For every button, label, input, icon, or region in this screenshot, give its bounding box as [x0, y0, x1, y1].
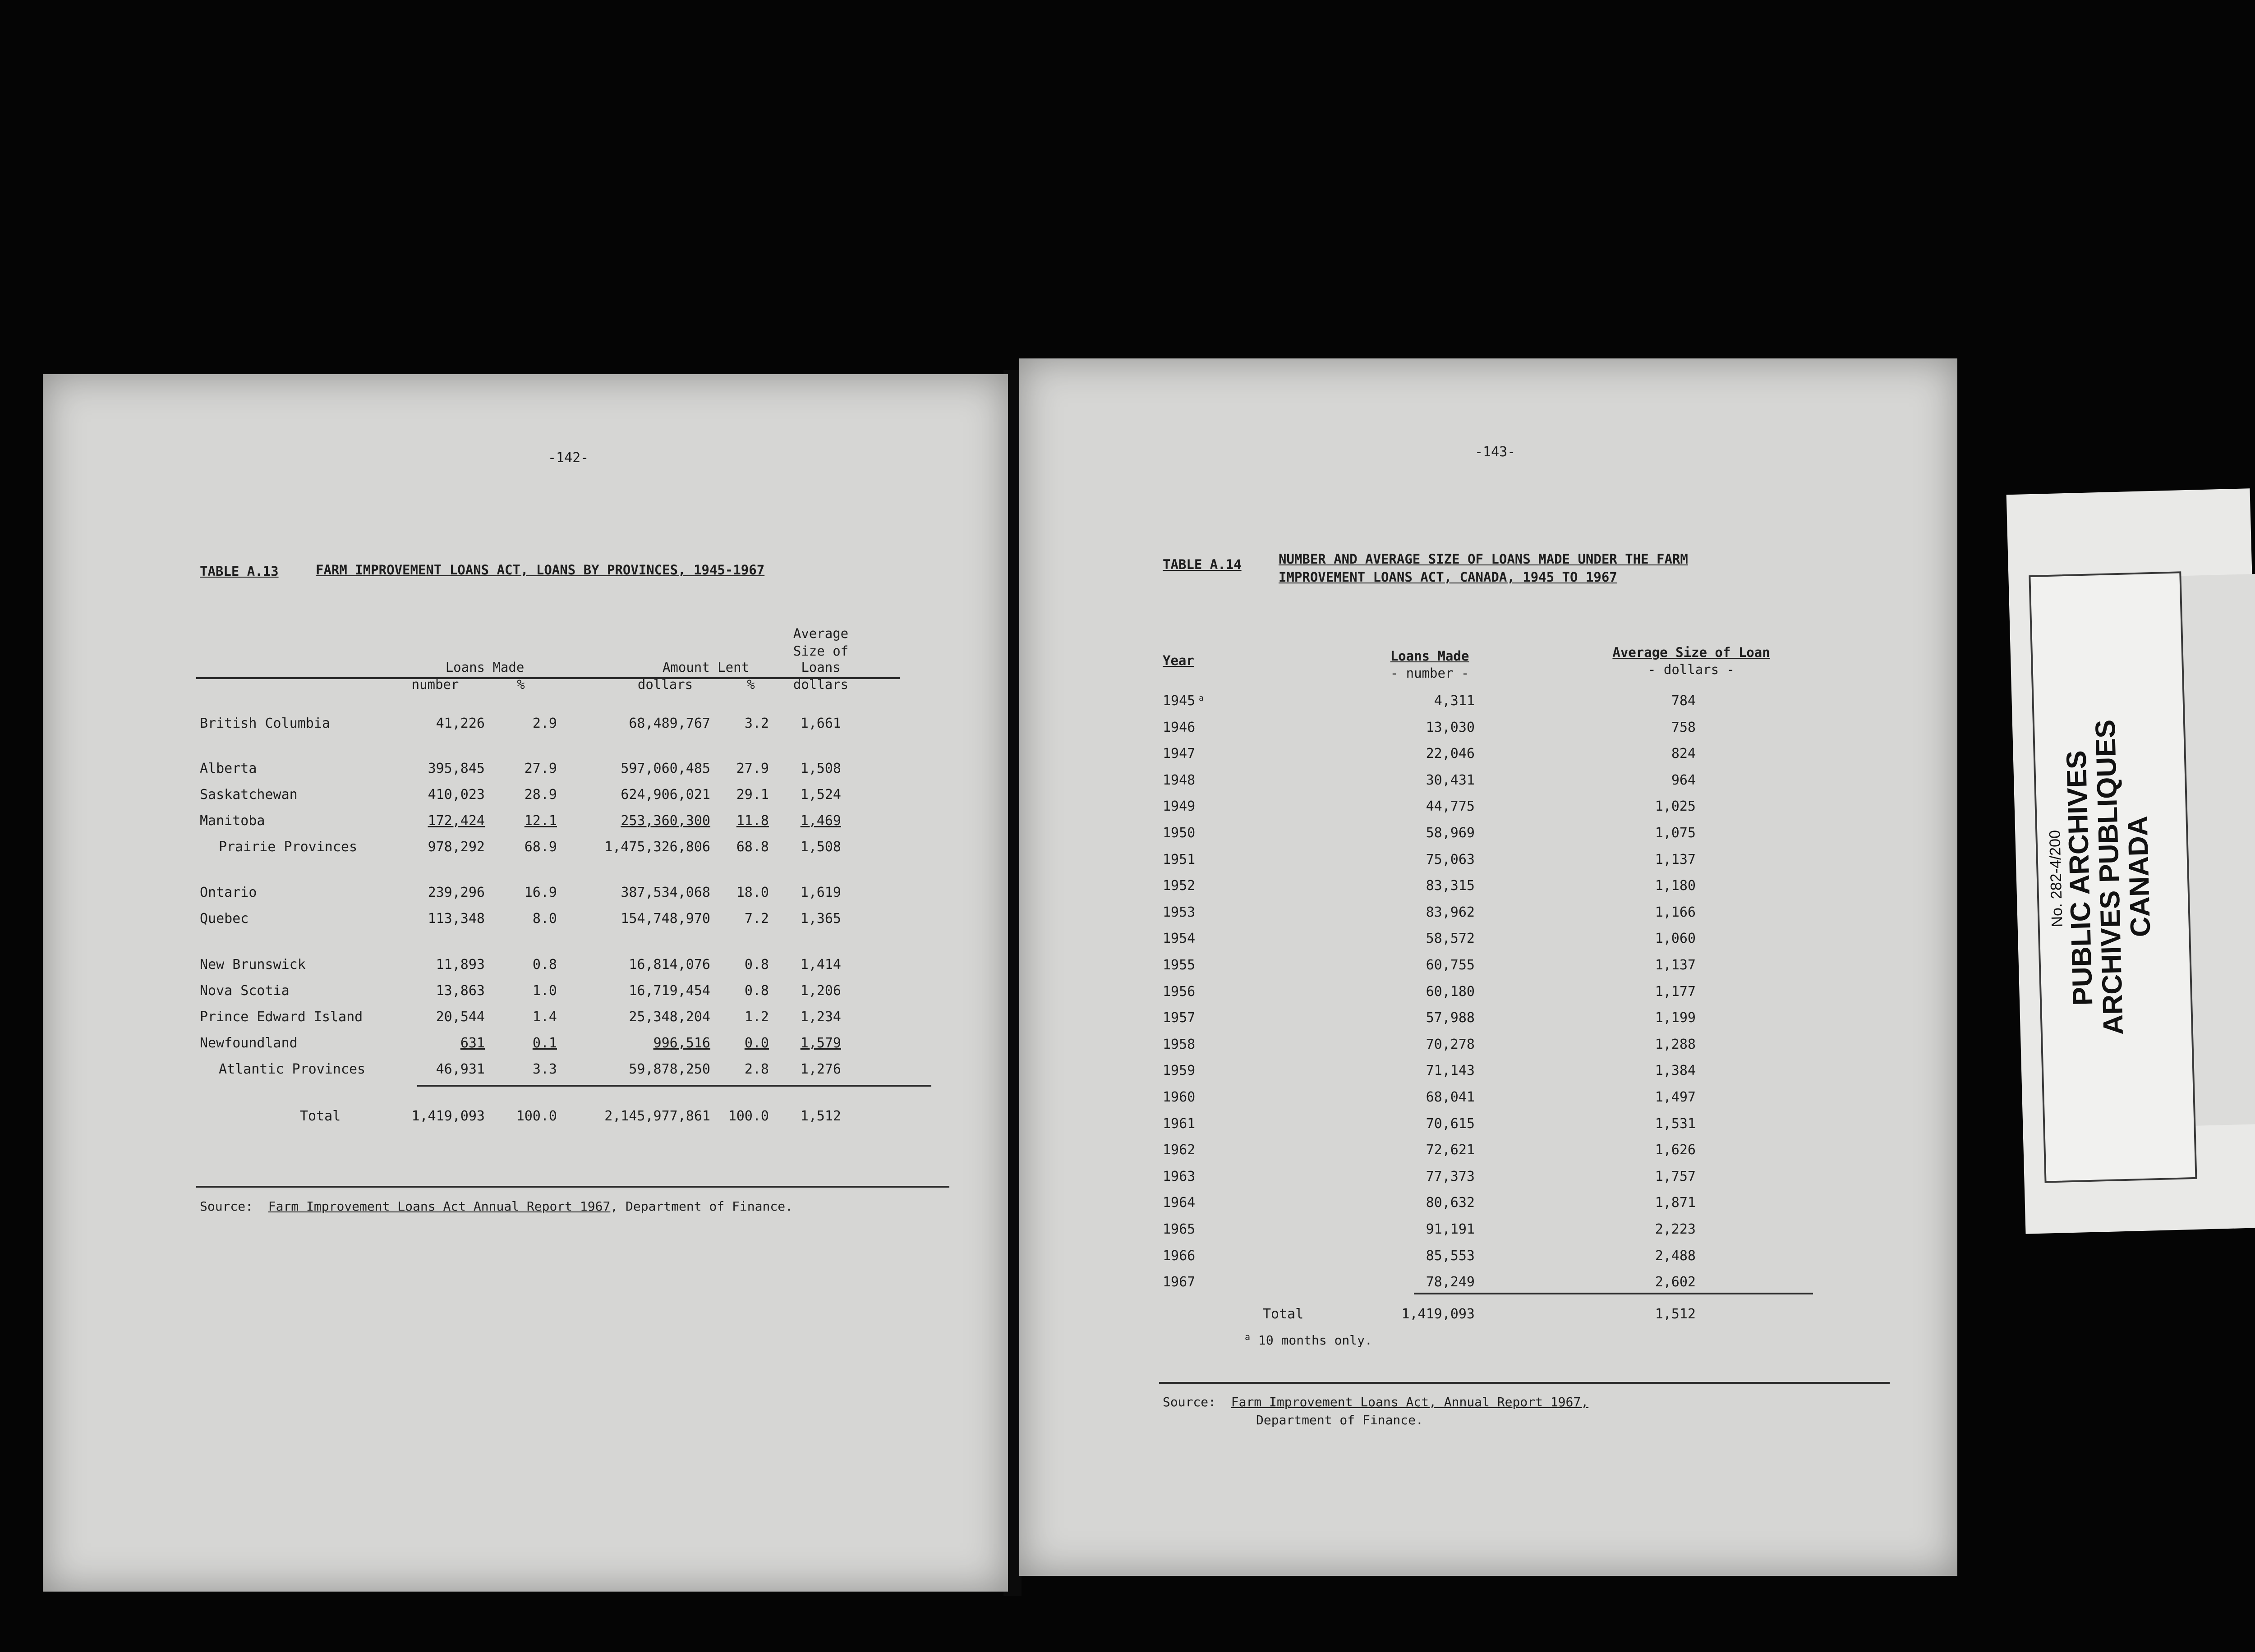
cell-pct2: 11.8 [736, 813, 769, 829]
table-row [43, 1008, 1008, 1026]
archive-line1: PUBLIC ARCHIVES [2061, 750, 2099, 1006]
table-row [43, 910, 1008, 928]
table-row [1019, 692, 1957, 710]
left-page [43, 374, 1008, 1592]
table-label: TABLE A.14 [1163, 557, 1242, 572]
cell-avg: 1,579 [800, 1035, 841, 1051]
table-row-total [43, 1107, 1008, 1125]
footnote-mark: a [1245, 1331, 1251, 1342]
cell-pct: 27.9 [524, 761, 557, 776]
cell-pct: 1.4 [532, 1009, 557, 1025]
cell-avg: 1,234 [800, 1009, 841, 1025]
cell-year: 1964 [1163, 1195, 1196, 1211]
cell-pct: 2.9 [532, 716, 557, 731]
cell-loans: 68,041 [1426, 1089, 1475, 1105]
cell-loans: 13,030 [1426, 719, 1475, 735]
cell-avg: 1,512 [1655, 1306, 1696, 1322]
table-row [1019, 983, 1957, 1001]
cell-pct: 16.9 [524, 885, 557, 900]
cell-number: 46,931 [436, 1061, 485, 1077]
cell-avg: 1,497 [1655, 1089, 1696, 1105]
cell-year: 1947 [1163, 746, 1196, 762]
cell-avg: 1,524 [800, 787, 841, 803]
cell-pct: 0.8 [532, 957, 557, 973]
cell-year: 1945 [1163, 693, 1196, 709]
cell-loans: 1,419,093 [1401, 1306, 1475, 1322]
cell-avg: 1,177 [1655, 983, 1696, 1000]
total-rule [1414, 1293, 1813, 1294]
archive-card-label [2029, 571, 2197, 1183]
header-year: Year [1163, 653, 1194, 668]
table-row [1019, 745, 1957, 763]
cell-year: 1966 [1163, 1248, 1196, 1264]
cell-year: 1960 [1163, 1089, 1196, 1105]
header-average-2: Size of [793, 643, 849, 659]
cell-pct2: 100.0 [728, 1108, 769, 1124]
table-row [1019, 877, 1957, 895]
cell-avg: 1,414 [800, 957, 841, 973]
cell-number: 395,845 [428, 761, 485, 776]
cell-avg: 1,180 [1655, 878, 1696, 894]
cell-loans: 30,431 [1426, 772, 1475, 788]
cell-avg: 1,288 [1655, 1036, 1696, 1052]
cell-dollars: 1,475,326,806 [604, 839, 710, 855]
cell-loans: 22,046 [1426, 746, 1475, 762]
cell-avg: 1,276 [800, 1061, 841, 1077]
cell-number: 11,893 [436, 957, 485, 973]
table-title-line2: IMPROVEMENT LOANS ACT, CANADA, 1945 TO 1967 [1279, 569, 1617, 585]
header-pct: % [517, 677, 525, 692]
archive-card [2006, 488, 2255, 1234]
archive-line3: CANADA [2122, 815, 2157, 938]
cell-avg: 1,137 [1655, 851, 1696, 867]
header-number: - number - [1390, 665, 1469, 681]
archive-number: No. 282-4/200 [2046, 830, 2066, 927]
cell-year: 1948 [1163, 772, 1196, 788]
table-row [1019, 1009, 1957, 1027]
table-row [1019, 824, 1957, 842]
row-label: Ontario [200, 885, 257, 900]
table-row [1019, 1036, 1957, 1054]
cell-year: 1958 [1163, 1036, 1196, 1052]
cell-year: 1953 [1163, 904, 1196, 920]
cell-pct2: 68.8 [736, 839, 769, 855]
table-row [1019, 1247, 1957, 1265]
table-row [1019, 1115, 1957, 1133]
cell-avg: 1,626 [1655, 1142, 1696, 1158]
cell-avg: 2,223 [1655, 1221, 1696, 1237]
cell-loans: 83,962 [1426, 904, 1475, 920]
cell-pct2: 1.2 [744, 1009, 769, 1025]
cell-number: 1,419,093 [411, 1108, 485, 1124]
table-row [1019, 798, 1957, 816]
row-label: Manitoba [200, 813, 265, 829]
cell-pct2: 0.8 [744, 957, 769, 973]
cell-number: 172,424 [428, 813, 485, 829]
table-row-total [1019, 1305, 1957, 1323]
cell-pct2: 29.1 [736, 787, 769, 803]
table-title: FARM IMPROVEMENT LOANS ACT, LOANS BY PROVINCES, 1945-1967 [316, 562, 765, 578]
cell-avg: 1,075 [1655, 825, 1696, 841]
archive-stamp [2040, 605, 2208, 1149]
table-row [43, 1034, 1008, 1052]
cell-dollars: 59,878,250 [629, 1061, 710, 1077]
table-title-line1: NUMBER AND AVERAGE SIZE OF LOANS MADE UNDER THE FARM [1279, 551, 1688, 567]
source-label: Source: [200, 1199, 253, 1214]
cell-dollars: 154,748,970 [621, 911, 710, 927]
page-number: -143- [1475, 444, 1516, 460]
cell-avg: 1,365 [800, 911, 841, 927]
footnote [1019, 1331, 1957, 1349]
header-dollars: dollars [637, 677, 693, 692]
table-row [43, 760, 1008, 778]
cell-loans: 70,278 [1426, 1036, 1475, 1052]
header-dollars: - dollars - [1648, 662, 1735, 677]
cell-number: 410,023 [428, 787, 485, 803]
cell-loans: 77,373 [1426, 1168, 1475, 1184]
cell-avg: 1,619 [800, 885, 841, 900]
cell-avg: 1,166 [1655, 904, 1696, 920]
cell-number: 631 [460, 1035, 485, 1051]
cell-avg: 1,871 [1655, 1195, 1696, 1211]
row-label: Alberta [200, 761, 257, 776]
cell-loans: 71,143 [1426, 1063, 1475, 1079]
cell-loans: 44,775 [1426, 798, 1475, 815]
table-row [1019, 1221, 1957, 1239]
cell-avg: 1,137 [1655, 957, 1696, 973]
cell-dollars: 996,516 [653, 1035, 710, 1051]
cell-avg: 784 [1671, 693, 1696, 709]
table-row [43, 982, 1008, 1000]
cell-number: 41,226 [436, 716, 485, 731]
archive-line2: ARCHIVES PUBLIQUES [2089, 719, 2130, 1036]
table-row [1019, 1088, 1957, 1106]
cell-loans: 58,572 [1426, 931, 1475, 947]
cell-avg: 1,060 [1655, 931, 1696, 947]
cell-dollars: 2,145,977,861 [604, 1108, 710, 1124]
cell-avg: 1,512 [800, 1108, 841, 1124]
table-row [43, 884, 1008, 902]
cell-pct2: 27.9 [736, 761, 769, 776]
cell-dollars: 68,489,767 [629, 716, 710, 731]
row-label: Total [300, 1108, 341, 1124]
cell-year: 1965 [1163, 1221, 1196, 1237]
table-row [1019, 930, 1957, 948]
cell-pct: 100.0 [516, 1108, 557, 1124]
cell-loans: 4,311 [1434, 693, 1475, 709]
header-average-3: Loans [801, 660, 841, 675]
cell-avg: 1,508 [800, 839, 841, 855]
cell-avg: 824 [1671, 746, 1696, 762]
table-row [1019, 1194, 1957, 1212]
cell-year: 1959 [1163, 1063, 1196, 1079]
cell-avg: 1,661 [800, 716, 841, 731]
table-row [1019, 1141, 1957, 1159]
cell-number: 13,863 [436, 983, 485, 999]
table-row-subtotal [43, 838, 1008, 856]
table-row [1019, 956, 1957, 974]
header-amount-lent: Amount Lent [662, 660, 750, 675]
cell-loans: 80,632 [1426, 1195, 1475, 1211]
source-rule [196, 1186, 949, 1188]
cell-loans: 83,315 [1426, 878, 1475, 894]
cell-year: 1949 [1163, 798, 1196, 815]
header-dollars2: dollars [793, 677, 849, 692]
row-label: Total [1263, 1306, 1304, 1322]
cell-number: 978,292 [428, 839, 485, 855]
cell-number: 113,348 [428, 911, 485, 927]
cell-pct: 0.1 [532, 1035, 557, 1051]
cell-year: 1952 [1163, 878, 1196, 894]
cell-dollars: 387,534,068 [621, 885, 710, 900]
cell-loans: 78,249 [1426, 1274, 1475, 1290]
source-rest: , Department of Finance. [610, 1199, 793, 1214]
cell-avg: 1,469 [800, 813, 841, 829]
header-average-1: Average [793, 626, 849, 641]
cell-pct: 1.0 [532, 983, 557, 999]
source-title: Farm Improvement Loans Act, Annual Report 1967, [1231, 1395, 1589, 1409]
cell-pct2: 7.2 [744, 911, 769, 927]
row-label: New Brunswick [200, 957, 306, 973]
table-label: TABLE A.13 [200, 564, 279, 579]
cell-dollars: 624,906,021 [621, 787, 710, 803]
row-label: Nova Scotia [200, 983, 290, 999]
row-label: Atlantic Provinces [219, 1061, 366, 1077]
cell-number: 20,544 [436, 1009, 485, 1025]
cell-pct2: 18.0 [736, 885, 769, 900]
cell-year: 1967 [1163, 1274, 1196, 1290]
cell-loans: 75,063 [1426, 851, 1475, 867]
row-label: Saskatchewan [200, 787, 298, 803]
table-row [1019, 851, 1957, 869]
cell-pct: 12.1 [524, 813, 557, 829]
table-row [43, 956, 1008, 974]
table-row [1019, 1168, 1957, 1186]
cell-year: 1956 [1163, 983, 1196, 1000]
cell-year: 1951 [1163, 851, 1196, 867]
cell-loans: 72,621 [1426, 1142, 1475, 1158]
source-note [1163, 1393, 1588, 1411]
cell-dollars: 25,348,204 [629, 1009, 710, 1025]
source-note [200, 1198, 793, 1216]
cell-pct2: 0.0 [744, 1035, 769, 1051]
cell-loans: 91,191 [1426, 1221, 1475, 1237]
cell-pct: 8.0 [532, 911, 557, 927]
cell-year: 1962 [1163, 1142, 1196, 1158]
row-label: Prince Edward Island [200, 1009, 363, 1025]
cell-avg: 1,531 [1655, 1115, 1696, 1132]
cell-dollars: 597,060,485 [621, 761, 710, 776]
cell-avg: 758 [1671, 719, 1696, 735]
footnote-mark: a [1199, 693, 1204, 703]
cell-year: 1961 [1163, 1115, 1196, 1132]
cell-year: 1955 [1163, 957, 1196, 973]
footnote-text: 10 months only. [1258, 1333, 1372, 1348]
cell-dollars: 253,360,300 [621, 813, 710, 829]
page-number: -142- [548, 450, 589, 466]
row-label: Quebec [200, 911, 249, 927]
cell-loans: 60,180 [1426, 983, 1475, 1000]
table-row [1019, 1062, 1957, 1080]
total-rule [417, 1085, 931, 1087]
cell-year: 1954 [1163, 931, 1196, 947]
cell-avg: 1,206 [800, 983, 841, 999]
cell-avg: 1,757 [1655, 1168, 1696, 1184]
cell-pct: 68.9 [524, 839, 557, 855]
cell-loans: 57,988 [1426, 1010, 1475, 1026]
cell-avg: 2,602 [1655, 1274, 1696, 1290]
cell-loans: 60,755 [1426, 957, 1475, 973]
cell-dollars: 16,814,076 [629, 957, 710, 973]
cell-pct: 3.3 [532, 1061, 557, 1077]
table-row [43, 715, 1008, 733]
table-row [1019, 1273, 1957, 1291]
header-pct2: % [747, 677, 755, 692]
source-line2: Department of Finance. [1256, 1413, 1423, 1427]
cell-loans: 58,969 [1426, 825, 1475, 841]
table-row [1019, 719, 1957, 737]
cell-avg: 1,384 [1655, 1063, 1696, 1079]
cell-pct2: 3.2 [744, 716, 769, 731]
cell-pct2: 0.8 [744, 983, 769, 999]
cell-year: 1963 [1163, 1168, 1196, 1184]
cell-year: 1946 [1163, 719, 1196, 735]
source-title: Farm Improvement Loans Act Annual Report 1967 [268, 1199, 611, 1214]
row-label: Prairie Provinces [219, 839, 358, 855]
cell-avg: 1,199 [1655, 1010, 1696, 1026]
cell-pct: 28.9 [524, 787, 557, 803]
cell-loans: 85,553 [1426, 1248, 1475, 1264]
cell-avg: 1,025 [1655, 798, 1696, 815]
cell-avg: 1,508 [800, 761, 841, 776]
source-label: Source: [1163, 1395, 1216, 1409]
table-row [43, 786, 1008, 804]
table-row [1019, 904, 1957, 922]
table-row [43, 812, 1008, 830]
table-row [1019, 771, 1957, 789]
cell-avg: 2,488 [1655, 1248, 1696, 1264]
header-loans-made: Loans Made [1390, 648, 1469, 664]
row-label: Newfoundland [200, 1035, 298, 1051]
cell-number: 239,296 [428, 885, 485, 900]
cell-year: 1950 [1163, 825, 1196, 841]
source-rule [1159, 1382, 1890, 1384]
cell-dollars: 16,719,454 [629, 983, 710, 999]
header-loans-made: Loans Made [445, 660, 525, 675]
cell-pct2: 2.8 [744, 1061, 769, 1077]
header-avg-size: Average Size of Loan [1612, 645, 1770, 660]
cell-year: 1957 [1163, 1010, 1196, 1026]
row-label: British Columbia [200, 716, 330, 731]
cell-avg: 964 [1671, 772, 1696, 788]
header-number: number [411, 677, 459, 692]
right-page [1019, 358, 1957, 1576]
table-row-subtotal [43, 1060, 1008, 1078]
cell-loans: 70,615 [1426, 1115, 1475, 1132]
